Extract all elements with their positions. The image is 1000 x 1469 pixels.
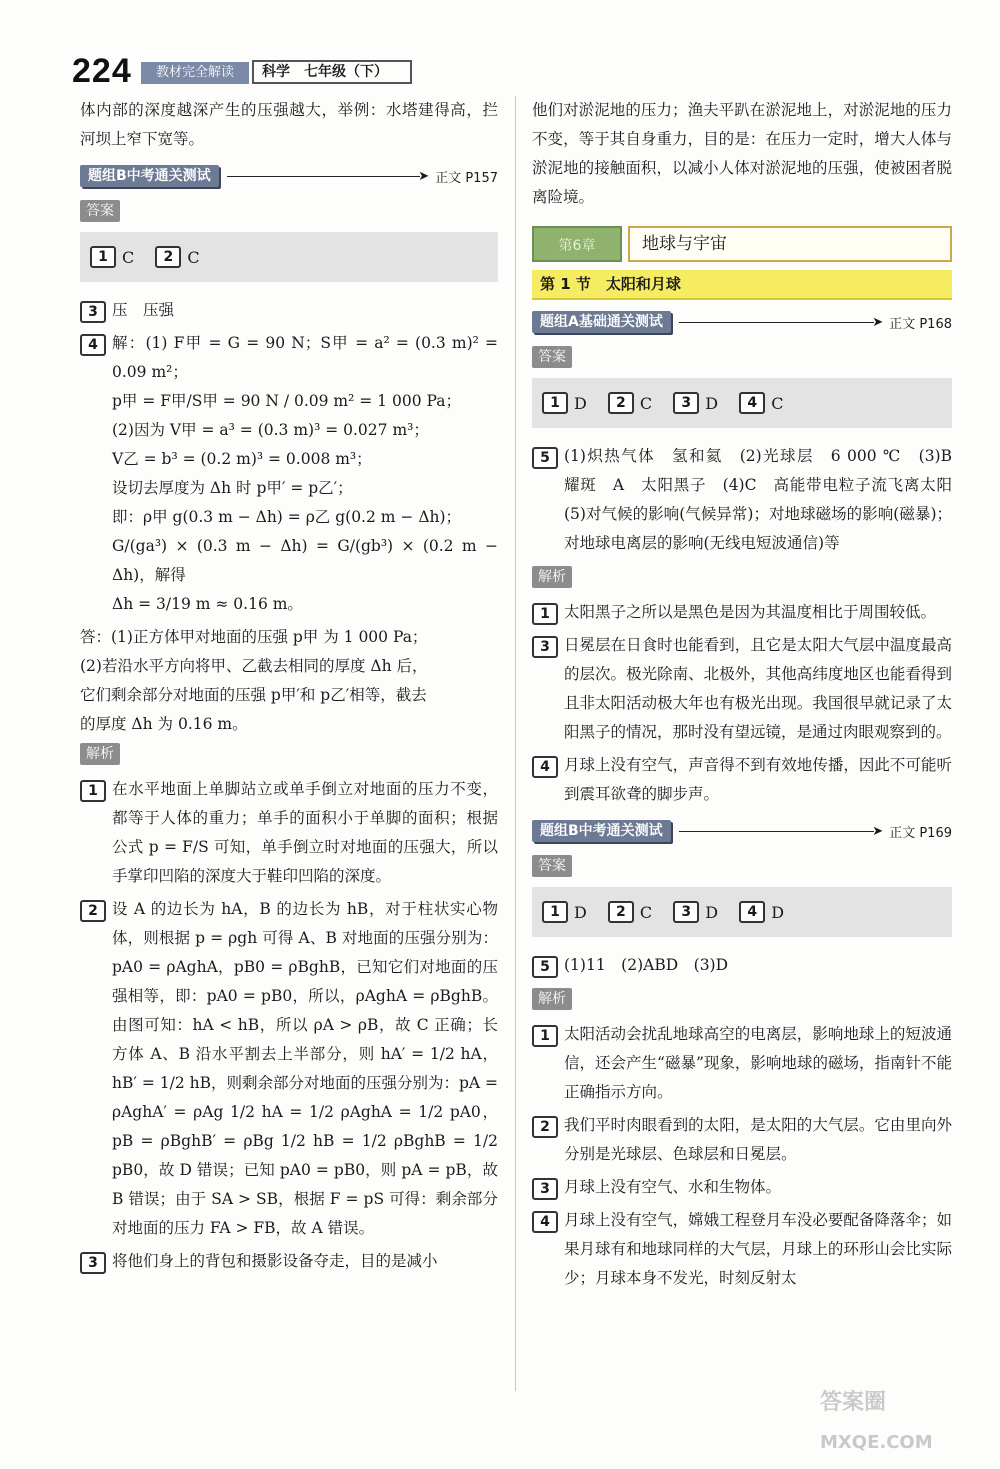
banner-line bbox=[227, 176, 421, 177]
answer-text: (1)11 (2)ABD (3)D bbox=[564, 956, 729, 974]
question-number: 1 bbox=[80, 780, 106, 802]
answer-value: D bbox=[771, 902, 785, 922]
question-number: 3 bbox=[80, 301, 106, 323]
answer-value: C bbox=[639, 393, 653, 413]
group-b-tag: 题组B中考通关测试 bbox=[80, 165, 219, 187]
group-b-banner bbox=[80, 164, 498, 188]
solution-line: 即：ρ甲 g(0.3 m − Δh) = ρ乙 g(0.2 m − Δh)； bbox=[112, 508, 462, 526]
answer-label: 答案 bbox=[532, 855, 572, 877]
group-b-banner bbox=[532, 819, 952, 843]
analysis-text: 太阳活动会扰乱地球高空的电离层，影响地球上的短波通信，还会产生“磁暴”现象，影响地球的磁场，指南针不能正确指示方向。 bbox=[564, 1025, 952, 1101]
page-number: 224 bbox=[72, 52, 132, 90]
question-number: 4 bbox=[80, 334, 106, 356]
chapter-heading bbox=[532, 226, 952, 262]
question-number: 1 bbox=[542, 392, 568, 414]
question-number: 2 bbox=[155, 246, 181, 268]
intro-text: 体内部的深度越深产生的压强越大，举例：水塔建得高，拦河坝上窄下宽等。 bbox=[80, 101, 498, 148]
question-number: 5 bbox=[532, 447, 558, 469]
solution-line: p甲 = F甲/S甲 = 90 N / 0.09 m² = 1 000 Pa； bbox=[112, 392, 461, 410]
arrow-icon: ➤ bbox=[872, 823, 884, 839]
arrow-icon: ➤ bbox=[418, 168, 430, 184]
conclusion-block bbox=[80, 623, 498, 739]
chapter-tag: 第6章 bbox=[532, 226, 622, 262]
series-label: 教材完全解读 bbox=[141, 62, 249, 84]
answer-text: 压 压强 bbox=[112, 301, 175, 319]
answer-value: D bbox=[574, 393, 587, 413]
analysis-label: 解析 bbox=[80, 743, 120, 765]
solution-line: G/(ga³) × (0.3 m − Δh) = G/(gb³) × (0.2 m − Δh)，解得 bbox=[112, 537, 498, 584]
question-number: 1 bbox=[532, 1025, 558, 1047]
subject-label: 科学 七年级（下） bbox=[252, 60, 412, 84]
solution-line: (2)若沿水平方向将甲、乙截去相同的厚度 Δh 后， bbox=[80, 657, 428, 675]
answer-value: C bbox=[122, 247, 135, 267]
banner-line bbox=[679, 322, 874, 323]
analysis-text: 月球上没有空气，嫦娥工程登月车没必要配备降落伞；如果月球有和地球同样的大气层，月球上的环形山会比实际少；月球本身不发光，时刻反射太 bbox=[564, 1211, 952, 1287]
answer-value: D bbox=[705, 393, 719, 413]
answer-label: 答案 bbox=[532, 346, 572, 368]
page-reference: 正文 P168 bbox=[889, 316, 952, 332]
analysis-text: 月球上没有空气，声音得不到有效地传播，因此不可能听到震耳欲聋的脚步声。 bbox=[564, 756, 952, 803]
analysis-label: 解析 bbox=[532, 988, 572, 1010]
analysis-item bbox=[532, 1111, 952, 1169]
question-number: 2 bbox=[608, 392, 634, 414]
chapter-title: 地球与宇宙 bbox=[628, 226, 952, 262]
answer-item bbox=[80, 296, 498, 325]
section-title: 第 1 节 太阳和月球 bbox=[532, 270, 952, 300]
analysis-item bbox=[80, 895, 498, 1243]
question-number: 3 bbox=[532, 636, 558, 658]
analysis-text: 月球上没有空气、水和生物体。 bbox=[564, 1178, 782, 1196]
solution-line: V乙 = b³ = (0.2 m)³ = 0.008 m³； bbox=[112, 450, 372, 468]
solution-line: 解：(1) F甲 = G = 90 N；S甲 = a² = (0.3 m)² = 0.09 m²； bbox=[112, 334, 498, 381]
answer-box bbox=[532, 378, 952, 428]
question-number: 2 bbox=[532, 1116, 558, 1138]
analysis-text: 设 A 的边长为 hA，B 的边长为 hB，对于柱状实心物体，则根据 p = ρgh 可得 A、B 对地面的压强分别为：pA0 = ρAghA，pB0 = ρBghB，已知它们对地面的压强相等，即：pA0 = pB0，所以，ρAghA = ρBghB。由图可知：hA < hB，所以 ρA > ρB，故 C 正确；长方体 A、B 沿水平割去上半部分，则 hA′ = 1/2 hA，hB′ = 1/2 hB，则剩余部分对地面的压强分别为：pA = ρAghA′ = ρAg 1/2 hA = 1/2 ρAghA = 1/2 pA0，pB = ρBghB′ = ρBg 1/2 hB = 1/2 ρBghB = 1/2 pB0，故 D 错误；已知 pA0 = pB0，则 pA = pB，故 B 错误；由于 SA > SB，根据 F = pS 可得：剩余部分对地面的压力 FA > FB，故 A 错误。 bbox=[112, 900, 499, 1237]
answer-box bbox=[532, 887, 952, 937]
solution-line: (2)因为 V甲 = a³ = (0.3 m)³ = 0.027 m³； bbox=[112, 421, 429, 439]
question-number: 4 bbox=[739, 901, 765, 923]
group-a-tag: 题组A基础通关测试 bbox=[532, 311, 671, 333]
arrow-icon: ➤ bbox=[872, 314, 884, 330]
answer-item bbox=[532, 951, 952, 980]
solution-line: 答：(1)正方体甲对地面的压强 p甲 为 1 000 Pa； bbox=[80, 628, 428, 646]
question-number: 4 bbox=[532, 756, 558, 778]
answer-value: C bbox=[639, 902, 653, 922]
question-number: 3 bbox=[673, 901, 699, 923]
answer-value: C bbox=[771, 393, 784, 413]
analysis-item bbox=[80, 1247, 498, 1276]
analysis-item bbox=[80, 775, 498, 891]
solution-block bbox=[112, 329, 498, 619]
column-divider bbox=[515, 96, 516, 1391]
question-number: 4 bbox=[739, 392, 765, 414]
answer-item bbox=[532, 442, 968, 558]
answer-value: D bbox=[705, 902, 719, 922]
question-number: 2 bbox=[608, 901, 634, 923]
question-number: 4 bbox=[532, 1211, 558, 1233]
question-number: 1 bbox=[532, 603, 558, 625]
answer-text: (1)炽热气体 氢和氦 (2)光球层 6 000 ℃ (3)B 耀斑 A 太阳黑子 (4)C 高能带电粒子流飞离太阳 (5)对气候的影响(气候异常)；对地球磁场的影响(磁暴)；对地球电离层的影响(无线电短波通信)等 bbox=[564, 447, 968, 552]
page-reference: 正文 P169 bbox=[889, 825, 952, 841]
analysis-text: 太阳黑子之所以是黑色是因为其温度相比于周围较低。 bbox=[564, 603, 937, 621]
answer-box bbox=[80, 232, 498, 282]
solution-line: 它们剩余部分对地面的压强 p甲′和 p乙′相等，截去 bbox=[80, 686, 427, 704]
analysis-item bbox=[532, 631, 952, 747]
question-number: 2 bbox=[80, 900, 106, 922]
solution-line: 设切去厚度为 Δh 时 p甲′ = p乙′； bbox=[112, 479, 353, 497]
question-number: 1 bbox=[90, 246, 116, 268]
watermark-logo: 答案圈 bbox=[820, 1390, 887, 1415]
analysis-item bbox=[532, 1020, 952, 1107]
group-b-tag: 题组B中考通关测试 bbox=[532, 820, 671, 842]
analysis-item bbox=[532, 751, 952, 809]
watermark-url: MXQE.COM bbox=[820, 1432, 933, 1453]
analysis-text: 日冕层在日食时也能看到，且它是太阳大气层中温度最高的层次。极光除南、北极外，其他高纬度地区也能看得到且非太阳活动极大年也有极光出现。我国很早就记录了太阳黑子的情况，那时没有望远镜，是通过肉眼观察到的。 bbox=[564, 636, 952, 741]
answer-value: D bbox=[574, 902, 587, 922]
banner-line bbox=[679, 831, 875, 832]
group-a-banner bbox=[532, 310, 952, 334]
analysis-item bbox=[532, 598, 952, 627]
answer-value: C bbox=[187, 247, 200, 267]
analysis-text: 将他们身上的背包和摄影设备夺走，目的是减小 bbox=[112, 1252, 438, 1270]
question-number: 3 bbox=[532, 1178, 558, 1200]
solution-line: 的厚度 Δh 为 0.16 m。 bbox=[80, 715, 248, 733]
question-number: 5 bbox=[532, 956, 558, 978]
right-column bbox=[532, 96, 968, 1297]
analysis-item bbox=[532, 1173, 952, 1202]
analysis-label: 解析 bbox=[532, 566, 572, 588]
analysis-item bbox=[532, 1206, 952, 1293]
answer-label: 答案 bbox=[80, 200, 120, 222]
analysis-text: 在水平地面上单脚站立或单手倒立对地面的压力不变，都等于人体的重力；单手的面积小于单脚的面积；根据公式 p = F/S 可知，单手倒立时对地面的压强大，所以手掌印凹陷的深度大于鞋印凹陷的深度。 bbox=[112, 780, 498, 885]
question-number: 3 bbox=[673, 392, 699, 414]
solution-line: Δh = 3/19 m ≈ 0.16 m。 bbox=[112, 595, 303, 613]
question-number: 1 bbox=[542, 901, 568, 923]
analysis-text: 我们平时肉眼看到的太阳，是太阳的大气层。它由里向外分别是光球层、色球层和日冕层。 bbox=[564, 1116, 952, 1163]
left-column bbox=[80, 96, 498, 1280]
answer-item bbox=[80, 329, 498, 619]
page-reference: 正文 P157 bbox=[435, 170, 498, 186]
question-number: 3 bbox=[80, 1252, 106, 1274]
continued-text: 他们对淤泥地的压力；渔夫平趴在淤泥地上，对淤泥地的压力不变，等于其自身重力，目的是：在压力一定时，增大人体与淤泥地的接触面积，以减小人体对淤泥地的压强，使被困者脱离险境。 bbox=[532, 101, 952, 206]
